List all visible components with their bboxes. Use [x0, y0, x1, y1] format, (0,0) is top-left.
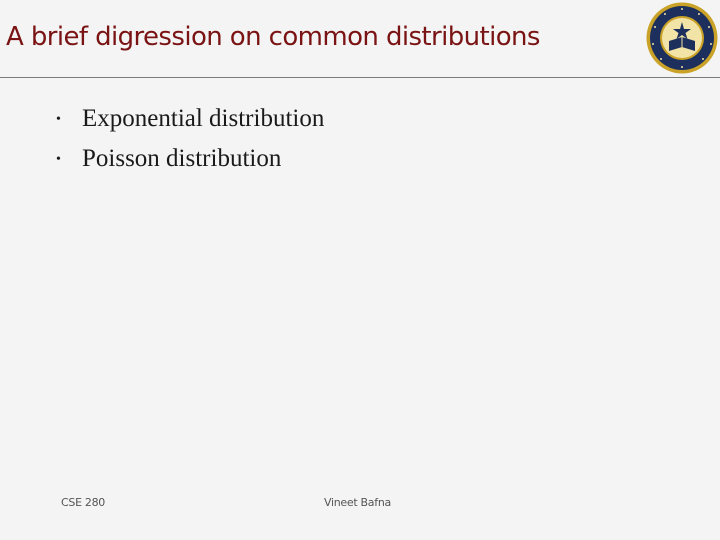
bullet-icon: • [56, 152, 61, 167]
footer-author: Vineet Bafna [324, 496, 391, 509]
bullet-text: Exponential distribution [82, 105, 325, 132]
bullet-item [56, 140, 324, 180]
slide-title: A brief digression on common distributions [6, 22, 540, 52]
bullet-icon: • [56, 112, 61, 127]
bullet-item [56, 100, 324, 140]
title-divider [0, 77, 720, 78]
university-seal-icon [645, 1, 719, 75]
footer-course: CSE 280 [61, 496, 106, 509]
bullet-text: Poisson distribution [82, 145, 282, 172]
bullet-list [56, 100, 324, 180]
